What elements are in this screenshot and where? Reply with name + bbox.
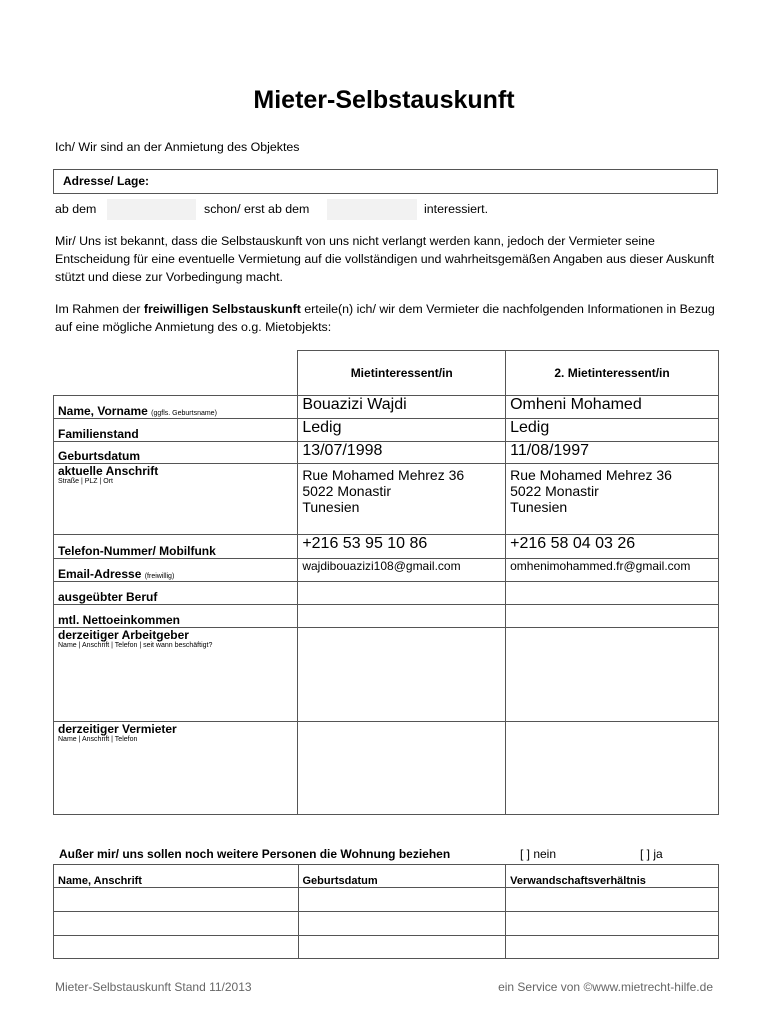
persons-cell[interactable] (54, 888, 299, 912)
persons-cell[interactable] (298, 936, 506, 959)
date-latest-field[interactable] (327, 199, 417, 220)
email-value-1[interactable]: wajdibouazizi108@gmail.com (298, 559, 506, 582)
anschrift-2-line-1: Rue Mohamed Mehrez 36 (510, 467, 672, 483)
notice-paragraph: Mir/ Uns ist bekannt, dass die Selbstauskunft von uns nicht verlangt werden kann, jedoch der Vermieter seine Entscheidung für eine eventuelle Vermietung auf die vollständigen und wahrheitsgemäßen Angaben aus dieser Auskunft stützt und diese zur Vorbedingung macht. (55, 234, 715, 284)
persons-question: Außer mir/ uns sollen noch weitere Personen die Wohnung beziehen (59, 847, 451, 861)
interessiert-label: interessiert. (424, 202, 489, 216)
label-geburtsdatum: Geburtsdatum (54, 442, 298, 464)
footer-left: Mieter-Selbstauskunft Stand 11/2013 (55, 980, 252, 994)
persons-cell[interactable] (54, 912, 299, 936)
ab-dem-label: ab dem (55, 202, 97, 216)
table-row (54, 936, 719, 959)
persons-cell[interactable] (54, 936, 299, 959)
col-header-2: 2. Mietinteressent/in (506, 351, 719, 396)
intro-text: Ich/ Wir sind an der Anmietung des Objektes (55, 140, 300, 154)
vermieter-value-2[interactable] (506, 722, 719, 815)
table-row (54, 605, 719, 628)
familienstand-value-2[interactable]: Ledig (506, 419, 719, 442)
persons-cell[interactable] (506, 936, 719, 959)
label-anschrift: aktuelle Anschrift (58, 464, 159, 478)
name-value-1[interactable]: Bouazizi Wajdi (298, 396, 506, 419)
persons-col-header-1: Name, Anschrift (54, 865, 299, 888)
table-row (54, 888, 719, 912)
anschrift-2-line-3: Tunesien (510, 499, 568, 515)
label-email: Email-Adresse (58, 567, 142, 581)
hint-name: (ggfls. Geburtsname) (151, 410, 217, 417)
anschrift-1-line-2: 5022 Monastir (302, 483, 392, 499)
address-label: Adresse/ Lage: (63, 174, 150, 188)
label-vermieter: derzeitiger Vermieter (58, 722, 177, 736)
voluntary-text-c: erteile(n) ich/ wir dem Vermieter die nachfolgenden Informationen in Bezug auf eine mögliche Anmietung des o.g. Mietobjekts: (55, 302, 715, 334)
anschrift-2-line-2: 5022 Monastir (510, 483, 599, 499)
page-title: Mieter-Selbstauskunft (253, 86, 515, 114)
beruf-value-2[interactable] (506, 582, 719, 605)
empty-corner (54, 351, 298, 396)
geburtsdatum-value-1[interactable]: 13/07/1998 (298, 442, 506, 464)
geburtsdatum-value-2[interactable]: 11/08/1997 (506, 442, 719, 464)
persons-col-header-3: Verwandschaftsverhältnis (506, 865, 719, 888)
footer-right: ein Service von ©www.mietrecht-hilfe.de (498, 980, 713, 994)
netto-value-2[interactable] (506, 605, 719, 628)
anschrift-1-line-3: Tunesien (302, 499, 360, 515)
table-row (54, 396, 719, 419)
voluntary-text-bold: freiwilligen Selbstauskunft (143, 302, 301, 316)
row-label-email (54, 559, 298, 582)
checkbox-ja[interactable]: [ ] ja (640, 847, 663, 861)
beruf-value-1[interactable] (298, 582, 506, 605)
telefon-value-1[interactable]: +216 53 95 10 86 (298, 535, 506, 559)
persons-cell[interactable] (506, 912, 719, 936)
table-row (54, 535, 719, 559)
name-value-2[interactable]: Omheni Mohamed (506, 396, 719, 419)
familienstand-value-1[interactable]: Ledig (298, 419, 506, 442)
hint-vermieter: Name | Anschrift | Telefon (58, 736, 138, 743)
vermieter-value-1[interactable] (298, 722, 506, 815)
persons-cell[interactable] (298, 912, 506, 936)
table-row (54, 559, 719, 582)
label-familienstand: Familienstand (54, 419, 298, 442)
tenant-table (53, 350, 719, 815)
row-label-anschrift (54, 464, 298, 535)
arbeitgeber-value-1[interactable] (298, 628, 506, 722)
schon-label: schon/ erst ab dem (204, 202, 310, 216)
table-row (54, 582, 719, 605)
row-label-arbeitgeber (54, 628, 298, 722)
persons-cell[interactable] (298, 888, 506, 912)
voluntary-text-a: Im Rahmen der (55, 302, 144, 316)
hint-arbeitgeber: Name | Anschrift | Telefon | seit wann beschäftigt? (58, 642, 213, 649)
label-name: Name, Vorname (58, 404, 148, 418)
arbeitgeber-value-2[interactable] (506, 628, 719, 722)
email-value-2[interactable]: omhenimohammed.fr@gmail.com (506, 559, 719, 582)
netto-value-1[interactable] (298, 605, 506, 628)
table-row (54, 912, 719, 936)
row-label-name (54, 396, 298, 419)
hint-email: (freiwillig) (144, 573, 175, 580)
label-beruf: ausgeübter Beruf (54, 582, 298, 605)
date-from-field[interactable] (107, 199, 196, 220)
label-arbeitgeber: derzeitiger Arbeitgeber (58, 628, 189, 642)
voluntary-paragraph (55, 300, 720, 336)
table-row (54, 464, 719, 535)
hint-anschrift: Straße | PLZ | Ort (58, 478, 113, 485)
row-label-vermieter (54, 722, 298, 815)
table-row (54, 722, 719, 815)
anschrift-value-2[interactable] (506, 464, 719, 535)
table-row (54, 628, 719, 722)
address-field[interactable] (53, 169, 718, 194)
persons-cell[interactable] (506, 888, 719, 912)
table-row (54, 419, 719, 442)
anschrift-value-1[interactable] (298, 464, 506, 535)
anschrift-1-line-1: Rue Mohamed Mehrez 36 (302, 467, 465, 483)
label-netto: mtl. Nettoeinkommen (54, 605, 298, 628)
table-row (54, 442, 719, 464)
checkbox-nein[interactable]: [ ] nein (520, 847, 557, 861)
col-header-1: Mietinteressent/in (298, 351, 506, 396)
telefon-value-2[interactable]: +216 58 04 03 26 (506, 535, 719, 559)
persons-table (53, 864, 719, 959)
label-telefon: Telefon-Nummer/ Mobilfunk (54, 535, 298, 559)
persons-col-header-2: Geburtsdatum (298, 865, 506, 888)
